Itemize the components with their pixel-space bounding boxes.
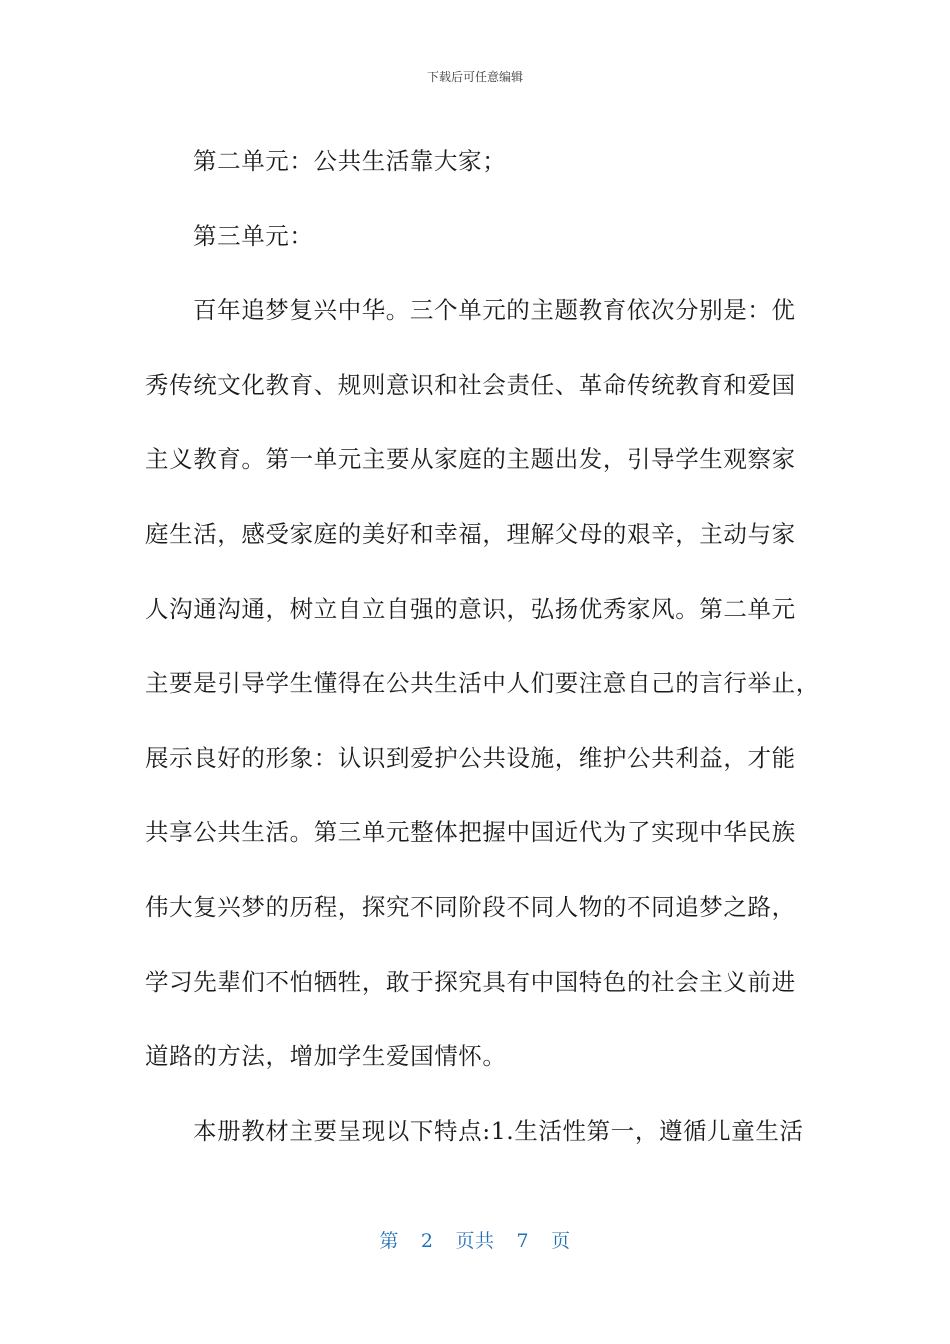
paragraph-line: 主义教育。第一单元主要从家庭的主题出发，引导学生观察家 xyxy=(145,445,796,474)
paragraph-line: 百年追梦复兴中华。三个单元的主题教育依次分别是：优 xyxy=(193,296,796,325)
page-footer xyxy=(0,1226,950,1253)
paragraph-line: 庭生活，感受家庭的美好和幸福，理解父母的艰辛，主动与家 xyxy=(145,519,796,548)
paragraph-line: 第三单元： xyxy=(193,221,314,250)
paragraph-line: 道路的方法，增加学生爱国情怀。 xyxy=(145,1042,507,1071)
paragraph-line: 人沟通沟通，树立自立自强的意识，弘扬优秀家风。第二单元 xyxy=(145,594,796,623)
footer-page-number: 2 xyxy=(420,1230,434,1252)
document-body xyxy=(145,124,820,1168)
footer-middle: 页共 xyxy=(455,1230,495,1252)
paragraph-line: 本册教材主要呈现以下特点:1.生活性第一，遵循儿童生活 xyxy=(193,1116,804,1145)
footer-total-pages: 7 xyxy=(516,1230,530,1252)
paragraph-line: 共享公共生活。第三单元整体把握中国近代为了实现中华民族 xyxy=(145,818,796,847)
paragraph-line: 主要是引导学生懂得在公共生活中人们要注意自己的言行举止， xyxy=(145,669,820,698)
paragraph-line: 秀传统文化教育、规则意识和社会责任、革命传统教育和爱国 xyxy=(145,370,796,399)
paragraph-line: 展示良好的形象：认识到爱护公共设施，维护公共利益，才能 xyxy=(145,743,796,772)
paragraph-line: 第二单元：公共生活靠大家； xyxy=(193,147,507,175)
paragraph-line: 伟大复兴梦的历程，探究不同阶段不同人物的不同追梦之路， xyxy=(145,892,796,921)
paragraph-line: 学习先辈们不怕牺牲，敢于探究具有中国特色的社会主义前进 xyxy=(145,967,796,996)
footer-suffix: 页 xyxy=(551,1230,571,1252)
page-header-note: 下载后可任意编辑 xyxy=(426,70,523,84)
footer-prefix: 第 xyxy=(379,1230,399,1252)
